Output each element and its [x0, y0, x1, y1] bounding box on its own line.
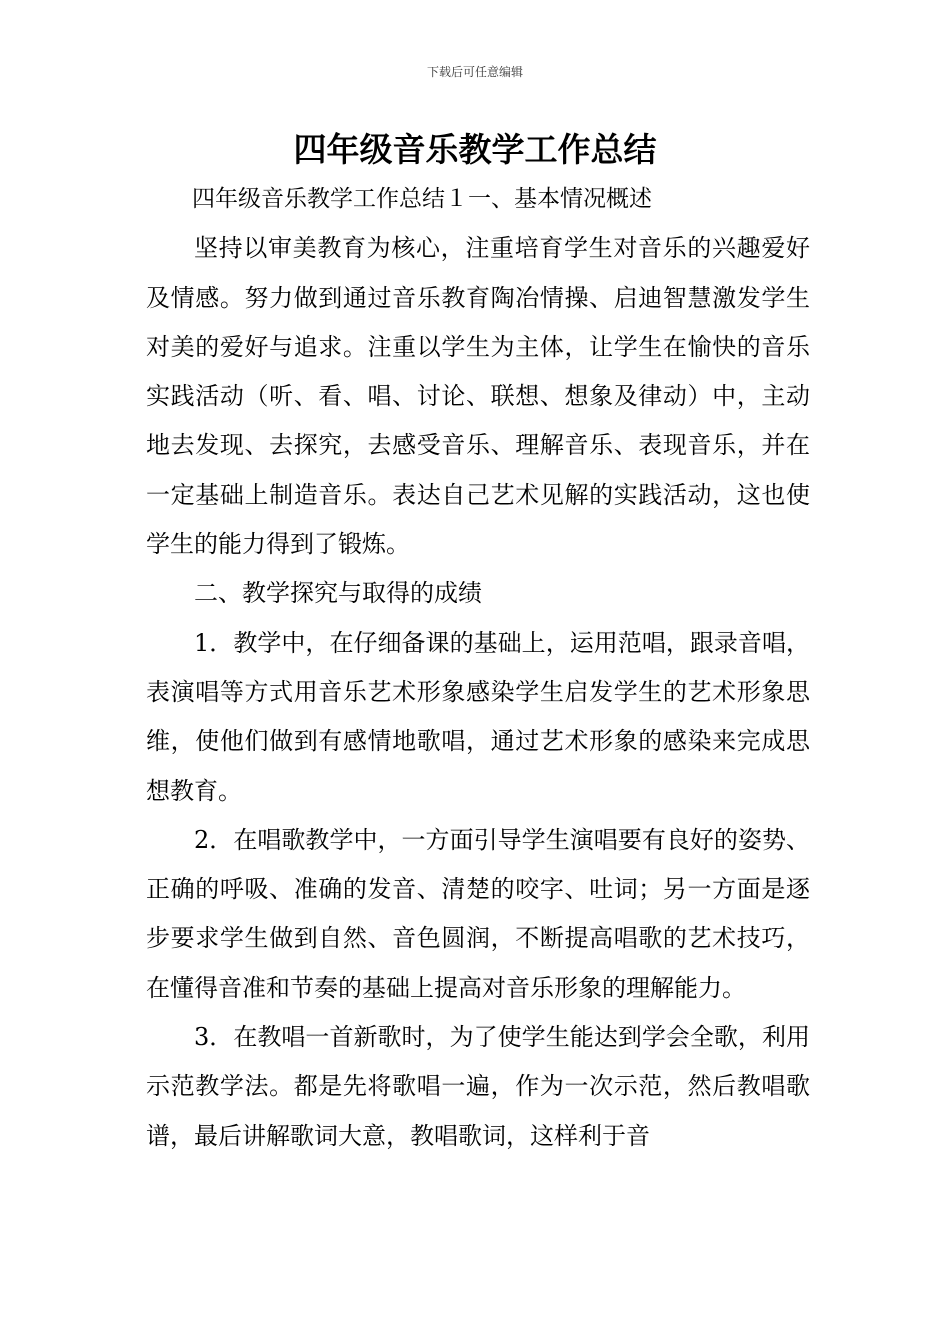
document-title: 四年级音乐教学工作总结 [293, 130, 657, 169]
section-heading-achievements: 二、教学探究与取得的成绩 [194, 579, 482, 608]
paragraph-point-3: 3．在教唱一首新歌时，为了使学生能达到学会全歌，利用示范教学法。都是先将歌唱一遍，作为一次示范，然后教唱歌谱，最后讲解歌词大意，教唱歌词，这样利于音 [146, 1023, 810, 1150]
paragraph-point-2: 2．在唱歌教学中，一方面引导学生演唱要有良好的姿势、正确的呼吸、准确的发音、清楚的咬字、吐词；另一方面是逐步要求学生做到自然、音色圆润，不断提高唱歌的艺术技巧，在懂得音准和节奏的基础上提高对音乐形象的理解能力。 [146, 825, 810, 1002]
document-body [146, 175, 810, 1161]
paragraph-point-1: 1．教学中，在仔细备课的基础上，运用范唱，跟录音唱，表演唱等方式用音乐艺术形象感染学生启发学生的艺术形象思维，使他们做到有感情地歌唱，通过艺术形象的感染来完成思想教育。 [146, 628, 810, 805]
paragraph-overview: 坚持以审美教育为核心，注重培育学生对音乐的兴趣爱好及情感。努力做到通过音乐教育陶冶情操、启迪智慧激发学生对美的爱好与追求。注重以学生为主体，让学生在愉快的音乐实践活动（听、看、唱、讨论、联想、想象及律动）中，主动地去发现、去探究，去感受音乐、理解音乐、表现音乐，并在一定基础上制造音乐。表达自己艺术见解的实践活动，这也使学生的能力得到了锻炼。 [146, 234, 810, 559]
header-note: 下载后可任意编辑 [426, 65, 523, 79]
section-heading-overview: 四年级音乐教学工作总结１一、基本情况概述 [192, 186, 652, 212]
